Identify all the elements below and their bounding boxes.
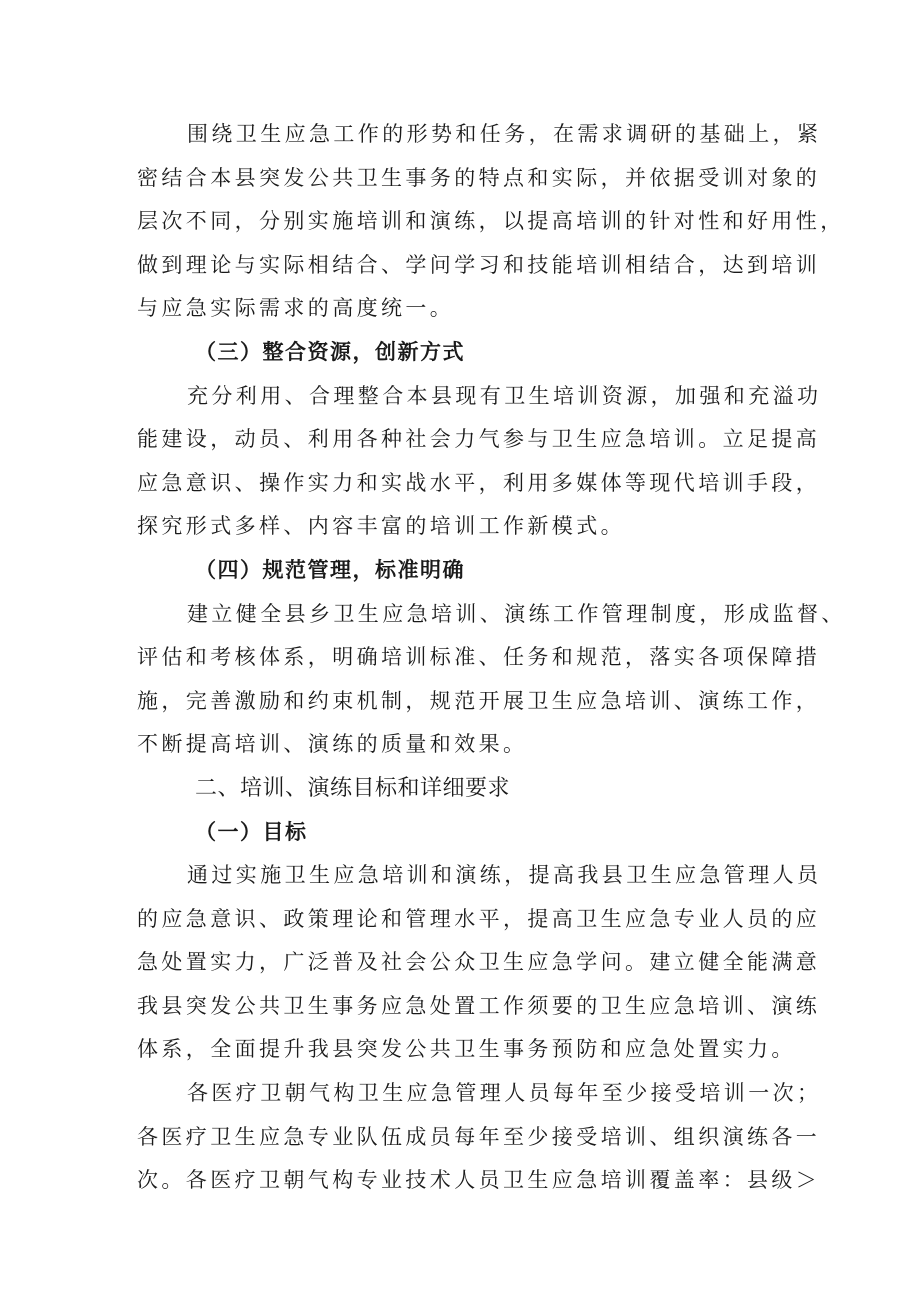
text-line: 次。各医疗卫朝气构专业技术人员卫生应急培训覆盖率：县级＞ xyxy=(137,1168,821,1193)
text-line: 密结合本县突发公共卫生事务的特点和实际，并依据受训对象的 xyxy=(137,165,821,190)
subheading-goals: （一）目标 xyxy=(195,819,308,844)
paragraph-management xyxy=(137,593,846,767)
section-heading-training-goals: 二、培训、演练目标和详细要求 xyxy=(195,775,511,801)
text-line: 各医疗卫朝气构卫生应急管理人员每年至少接受培训一次； xyxy=(187,1081,822,1106)
text-line: 不断提高培训、演练的质量和效果。 xyxy=(137,732,528,757)
paragraph-resources xyxy=(137,375,822,549)
text-line: 围绕卫生应急工作的形势和任务，在需求调研的基础上，紧 xyxy=(187,122,822,146)
text-line: 应急意识、操作实力和实战水平，利用多媒体等现代培训手段， xyxy=(137,470,821,495)
text-line: 做到理论与实际相结合、学问学习和技能培训相结合，达到培训 xyxy=(137,252,821,277)
subheading-integrate-resources: （三）整合资源，创新方式 xyxy=(195,339,465,364)
paragraph-goals xyxy=(137,854,822,1072)
text-line: 的应急意识、政策理论和管理水平，提高卫生应急专业人员的应 xyxy=(137,906,821,931)
text-line: 体系，全面提升我县突发公共卫生事务预防和应急处置实力。 xyxy=(137,1037,796,1062)
text-line: 施，完善激励和约束机制，规范开展卫生应急培训、演练工作， xyxy=(137,688,821,713)
text-line: 能建设，动员、利用各种社会力气参与卫生应急培训。立足提高 xyxy=(137,427,821,452)
text-line: 探究形式多样、内容丰富的培训工作新模式。 xyxy=(137,514,625,539)
paragraph-background xyxy=(137,113,845,331)
text-line: 层次不同，分别实施培训和演练，以提高培训的针对性和好用性， xyxy=(137,209,845,234)
subheading-standardize-management: （四）规范管理，标准明确 xyxy=(195,557,465,582)
text-line: 急处置实力，广泛普及社会公众卫生应急学问。建立健全能满意 xyxy=(137,950,821,975)
document-page xyxy=(137,113,846,1203)
text-line: 通过实施卫生应急培训和演练，提高我县卫生应急管理人员 xyxy=(187,863,822,888)
paragraph-requirements xyxy=(137,1072,822,1203)
text-line: 评估和考核体系，明确培训标准、任务和规范，落实各项保障措 xyxy=(137,645,821,670)
text-line: 建立健全县乡卫生应急培训、演练工作管理制度，形成监督、 xyxy=(187,601,846,626)
text-line: 与应急实际需求的高度统一。 xyxy=(137,296,455,321)
text-line: 我县突发公共卫生事务应急处置工作须要的卫生应急培训、演练 xyxy=(137,993,821,1018)
text-line: 各医疗卫生应急专业队伍成员每年至少接受培训、组织演练各一 xyxy=(137,1124,821,1149)
text-line: 充分利用、合理整合本县现有卫生培训资源，加强和充溢功 xyxy=(187,383,822,408)
